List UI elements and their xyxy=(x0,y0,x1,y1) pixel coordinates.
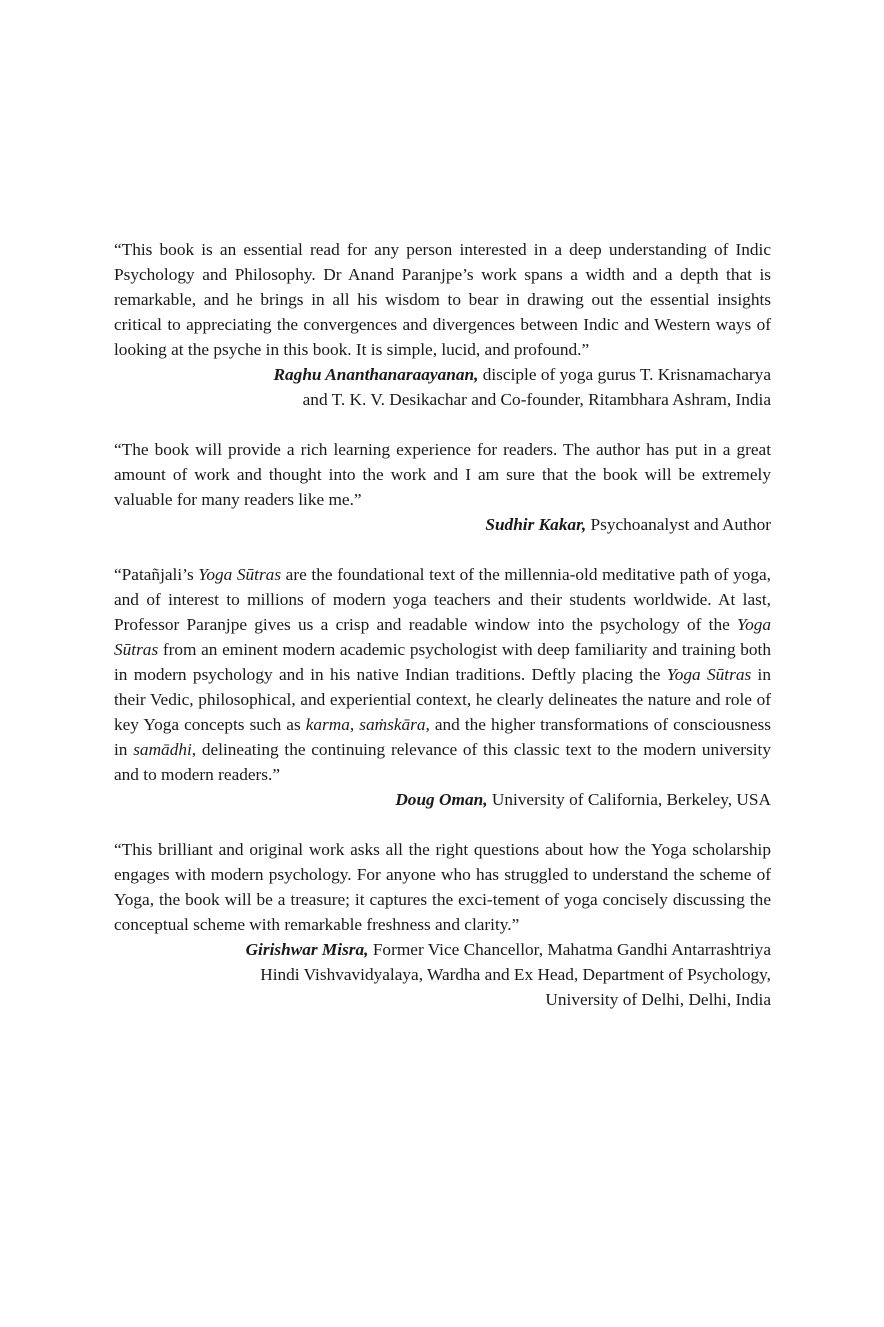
endorser-affiliation: disciple of yoga gurus T. Krisnamacharya xyxy=(478,365,771,384)
quote-italic-term: saṁskāra xyxy=(359,715,426,734)
quote-italic-term: Yoga Sūtras xyxy=(198,565,282,584)
quote-italic-term: Yoga Sūtras xyxy=(666,665,752,684)
endorser-affiliation: University of California, Berkeley, USA xyxy=(487,790,771,809)
testimonial-1 xyxy=(114,237,771,412)
quote-text: are the foundational text of the millennia-old meditative path of yoga, and of interest to millions of modern yoga teachers and their students worldwide. At last, Professor Paranjpe gives us a crisp and readable window into the psychology of the xyxy=(114,565,771,634)
testimonial-attribution xyxy=(114,512,771,537)
quote-text: , delineating the continuing relevance of this classic text to the modern university and to modern readers.” xyxy=(114,740,771,784)
testimonial-attribution-cont: University of Delhi, Delhi, India xyxy=(545,990,771,1009)
endorsements-page xyxy=(114,237,771,1012)
endorser-name: Raghu Ananthanaraayanan, xyxy=(273,365,479,384)
quote-italic-term: karma xyxy=(305,715,350,734)
endorser-name: Girishwar Misra, xyxy=(245,940,369,959)
testimonial-2 xyxy=(114,437,771,537)
testimonial-attribution-cont: and T. K. V. Desikachar and Co-founder, Ritambhara Ashram, India xyxy=(302,390,771,409)
endorser-name: Doug Oman, xyxy=(395,790,488,809)
testimonial-3 xyxy=(114,562,771,812)
testimonial-attribution-cont: Hindi Vishvavidyalaya, Wardha and Ex Head, Department of Psychology, xyxy=(260,965,771,984)
quote-text: from an eminent modern academic psychologist with deep familiarity and training both in modern psychology and in his native Indian traditions. Deftly placing the xyxy=(114,640,771,684)
endorser-affiliation: Former Vice Chancellor, Mahatma Gandhi Antarrashtriya xyxy=(368,940,771,959)
endorser-affiliation: Psychoanalyst and Author xyxy=(586,515,771,534)
testimonial-quote: “This book is an essential read for any person interested in a deep understanding of Indic Psychology and Philosophy. Dr Anand Paranjpe’s work spans a width and a depth that is remarkable, and he brings in all his wisdom to bear in drawing out the essential insights critical to appreciating the convergences and divergences between Indic and Western ways of looking at the psyche in this book. It is simple, lucid, and profound.” xyxy=(114,240,771,359)
quote-italic-term: samādhi xyxy=(133,740,192,759)
testimonial-4 xyxy=(114,837,771,1012)
testimonial-quote xyxy=(114,562,771,787)
quote-italic-term: Yoga Sūtras xyxy=(114,615,771,659)
quote-text: , and the higher transformations of consciousness in xyxy=(114,715,772,759)
testimonial-attribution xyxy=(114,937,771,962)
quote-text: , xyxy=(349,715,360,734)
testimonial-quote: “The book will provide a rich learning experience for readers. The author has put in a great amount of work and thought into the work and I am sure that the book will be extremely valuable for many readers like me.” xyxy=(114,440,771,509)
endorser-name: Sudhir Kakar, xyxy=(485,515,587,534)
testimonial-attribution xyxy=(114,787,771,812)
testimonial-attribution xyxy=(114,362,771,387)
quote-text: “Patañjali’s xyxy=(114,565,199,584)
quote-text: in their Vedic, philosophical, and experiential context, he clearly delineates the nature and role of key Yoga concepts such as xyxy=(114,665,771,734)
testimonial-quote: “This brilliant and original work asks all the right questions about how the Yoga scholarship engages with modern psychology. For anyone who has struggled to understand the scheme of Yoga, the book will be a treasure; it captures the exci-tement of yoga concisely discussing the conceptual scheme with remarkable freshness and clarity.” xyxy=(114,840,771,934)
